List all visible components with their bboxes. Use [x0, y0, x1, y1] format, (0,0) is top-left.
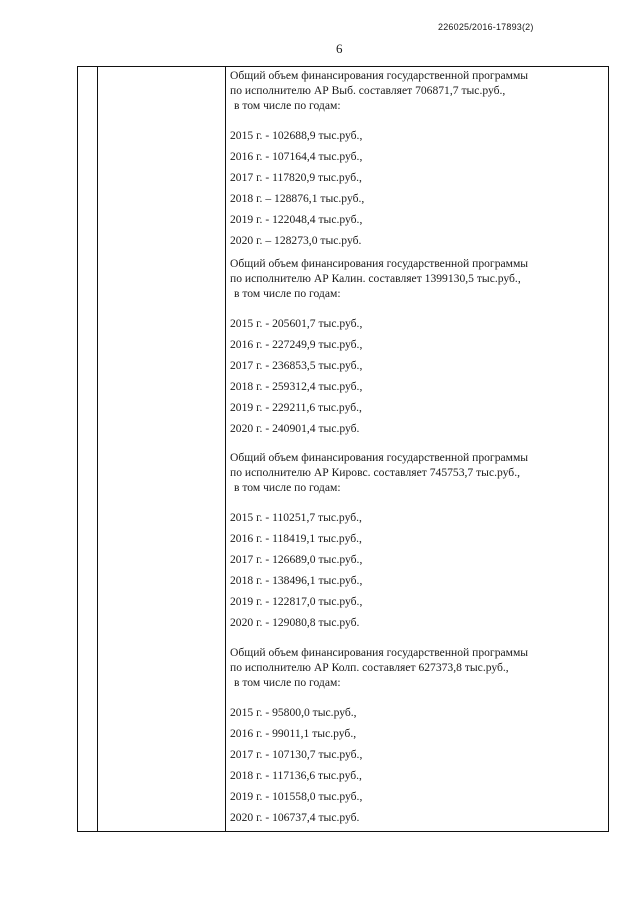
financing-block-vyb	[230, 68, 605, 256]
spacer	[230, 301, 605, 313]
year-row: 2019 г. - 101558,0 тыс.руб.,	[230, 790, 363, 803]
year-row: 2017 г. - 126689,0 тыс.руб.,	[230, 553, 363, 566]
block-heading-line: в том числе по годам:	[234, 99, 341, 112]
year-row: 2018 г. – 128876,1 тыс.руб.,	[230, 192, 365, 205]
block-heading-line: по исполнителю АР Выб. составляет 706871,7 тыс.руб.,	[230, 84, 506, 97]
spacer	[230, 495, 605, 507]
column-divider-1	[97, 67, 98, 831]
block-heading-line: по исполнителю АР Кировс. составляет 745753,7 тыс.руб.,	[230, 466, 520, 479]
spacer	[230, 690, 605, 702]
financing-block-kolp	[230, 645, 605, 835]
block-heading-line: Общий объем финансирования государственной программы	[230, 646, 529, 659]
year-row: 2017 г. - 107130,7 тыс.руб.,	[230, 748, 363, 761]
block-heading-line: в том числе по годам:	[234, 481, 341, 494]
year-row: 2016 г. - 107164,4 тыс.руб.,	[230, 150, 363, 163]
column-divider-2	[225, 67, 226, 831]
year-row: 2015 г. - 110251,7 тыс.руб.,	[230, 511, 362, 524]
page-number: 6	[336, 41, 343, 56]
block-heading-line: в том числе по годам:	[234, 676, 341, 689]
year-row: 2015 г. - 205601,7 тыс.руб.,	[230, 317, 363, 330]
year-row: 2018 г. - 138496,1 тыс.руб.,	[230, 574, 363, 587]
financing-content	[230, 68, 605, 835]
year-row: 2016 г. - 118419,1 тыс.руб.,	[230, 532, 362, 545]
block-heading-line: по исполнителю АР Колп. составляет 627373,8 тыс.руб.,	[230, 661, 509, 674]
year-row: 2020 г. – 128273,0 тыс.руб.	[230, 234, 362, 247]
block-heading-line: Общий объем финансирования государственной программы	[230, 257, 529, 270]
year-row: 2019 г. - 122048,4 тыс.руб.,	[230, 213, 363, 226]
year-row: 2020 г. - 129080,8 тыс.руб.	[230, 616, 360, 629]
block-heading-line: Общий объем финансирования государственной программы	[230, 69, 529, 82]
year-row: 2017 г. - 236853,5 тыс.руб.,	[230, 359, 363, 372]
year-row: 2015 г. - 102688,9 тыс.руб.,	[230, 129, 363, 142]
block-heading-line: по исполнителю АР Калин. составляет 1399130,5 тыс.руб.,	[230, 272, 521, 285]
year-row: 2019 г. - 122817,0 тыс.руб.,	[230, 595, 363, 608]
year-row: 2015 г. - 95800,0 тыс.руб.,	[230, 706, 357, 719]
year-row: 2016 г. - 99011,1 тыс.руб.,	[230, 727, 357, 740]
spacer	[230, 113, 605, 125]
financing-block-kirovs	[230, 450, 605, 645]
year-row: 2018 г. - 259312,4 тыс.руб.,	[230, 380, 363, 393]
block-heading-line: Общий объем финансирования государственной программы	[230, 451, 529, 464]
year-row: 2019 г. - 229211,6 тыс.руб.,	[230, 401, 362, 414]
year-row: 2018 г. - 117136,6 тыс.руб.,	[230, 769, 362, 782]
year-row: 2016 г. - 227249,9 тыс.руб.,	[230, 338, 363, 351]
year-row: 2020 г. - 240901,4 тыс.руб.	[230, 422, 360, 435]
year-row: 2020 г. - 106737,4 тыс.руб.	[230, 811, 360, 824]
year-row: 2017 г. - 117820,9 тыс.руб.,	[230, 171, 362, 184]
block-heading-line: в том числе по годам:	[234, 287, 341, 300]
document-id: 226025/2016-17893(2)	[438, 22, 534, 32]
financing-block-kalin	[230, 256, 605, 450]
